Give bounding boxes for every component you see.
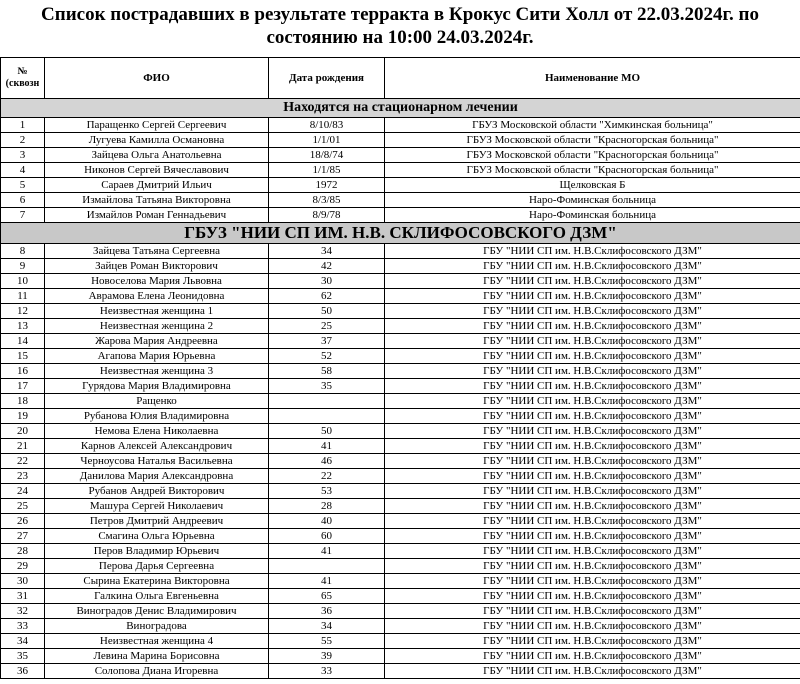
cell-institution: ГБУ "НИИ СП им. Н.В.Склифосовского ДЗМ"	[385, 364, 800, 379]
cell-number: 35	[1, 649, 45, 664]
table-row	[1, 163, 800, 178]
cell-full-name: Аврамова Елена Леонидовна	[45, 289, 269, 304]
cell-institution: ГБУ "НИИ СП им. Н.В.Склифосовского ДЗМ"	[385, 484, 800, 499]
cell-number: 1	[1, 118, 45, 133]
cell-birth-date: 60	[269, 529, 385, 544]
cell-birth-date: 1/1/85	[269, 163, 385, 178]
cell-full-name: Зайцева Ольга Анатольевна	[45, 148, 269, 163]
cell-birth-date: 50	[269, 424, 385, 439]
cell-institution: ГБУ "НИИ СП им. Н.В.Склифосовского ДЗМ"	[385, 529, 800, 544]
table-row	[1, 634, 800, 649]
cell-birth-date: 41	[269, 544, 385, 559]
table-row	[1, 118, 800, 133]
cell-institution: ГБУ "НИИ СП им. Н.В.Склифосовского ДЗМ"	[385, 319, 800, 334]
table-row	[1, 499, 800, 514]
cell-number: 4	[1, 163, 45, 178]
cell-full-name: Неизвестная женщина 3	[45, 364, 269, 379]
table-row	[1, 454, 800, 469]
header-number	[1, 58, 45, 99]
table-row	[1, 469, 800, 484]
cell-full-name: Виноградова	[45, 619, 269, 634]
cell-number: 21	[1, 439, 45, 454]
cell-number: 10	[1, 274, 45, 289]
cell-institution: ГБУ "НИИ СП им. Н.В.Склифосовского ДЗМ"	[385, 439, 800, 454]
cell-full-name: Рубанов Андрей Викторович	[45, 484, 269, 499]
cell-number: 20	[1, 424, 45, 439]
header-institution: Наименование МО	[385, 58, 800, 99]
cell-number: 16	[1, 364, 45, 379]
cell-birth-date: 8/9/78	[269, 208, 385, 223]
cell-full-name: Неизвестная женщина 1	[45, 304, 269, 319]
cell-birth-date: 30	[269, 274, 385, 289]
cell-institution: ГБУ "НИИ СП им. Н.В.Склифосовского ДЗМ"	[385, 244, 800, 259]
table-row	[1, 319, 800, 334]
cell-birth-date: 28	[269, 499, 385, 514]
cell-institution: ГБУЗ Московской области "Красногорская больница"	[385, 133, 800, 148]
cell-full-name: Петров Дмитрий Андреевич	[45, 514, 269, 529]
cell-number: 19	[1, 409, 45, 424]
table-row	[1, 334, 800, 349]
cell-number: 6	[1, 193, 45, 208]
cell-birth-date: 53	[269, 484, 385, 499]
table-row	[1, 133, 800, 148]
cell-number: 34	[1, 634, 45, 649]
cell-full-name: Карнов Алексей Александрович	[45, 439, 269, 454]
cell-institution: ГБУ "НИИ СП им. Н.В.Склифосовского ДЗМ"	[385, 514, 800, 529]
cell-birth-date: 35	[269, 379, 385, 394]
cell-birth-date: 8/3/85	[269, 193, 385, 208]
cell-number: 24	[1, 484, 45, 499]
cell-number: 22	[1, 454, 45, 469]
cell-full-name: Измайлов Роман Геннадьевич	[45, 208, 269, 223]
cell-number: 9	[1, 259, 45, 274]
cell-birth-date: 1/1/01	[269, 133, 385, 148]
cell-number: 14	[1, 334, 45, 349]
table-body	[1, 99, 800, 679]
header-number-line2: (сквозн	[5, 78, 40, 89]
table-row	[1, 589, 800, 604]
cell-number: 17	[1, 379, 45, 394]
cell-full-name: Галкина Ольга Евгеньевна	[45, 589, 269, 604]
cell-full-name: Сырина Екатерина Викторовна	[45, 574, 269, 589]
table-row	[1, 544, 800, 559]
section-header-row	[1, 99, 800, 118]
cell-birth-date: 58	[269, 364, 385, 379]
header-birth-date: Дата рождения	[269, 58, 385, 99]
header-full-name: ФИО	[45, 58, 269, 99]
table-row	[1, 259, 800, 274]
cell-full-name: Немова Елена Николаевна	[45, 424, 269, 439]
cell-birth-date: 52	[269, 349, 385, 364]
table-row	[1, 529, 800, 544]
table-row	[1, 289, 800, 304]
cell-number: 11	[1, 289, 45, 304]
cell-full-name: Неизвестная женщина 2	[45, 319, 269, 334]
cell-full-name: Паращенко Сергей Сергеевич	[45, 118, 269, 133]
cell-institution: ГБУ "НИИ СП им. Н.В.Склифосовского ДЗМ"	[385, 259, 800, 274]
cell-full-name: Сараев Дмитрий Ильич	[45, 178, 269, 193]
cell-birth-date: 39	[269, 649, 385, 664]
cell-birth-date: 62	[269, 289, 385, 304]
cell-institution: ГБУ "НИИ СП им. Н.В.Склифосовского ДЗМ"	[385, 544, 800, 559]
cell-full-name: Данилова Мария Александровна	[45, 469, 269, 484]
cell-birth-date: 33	[269, 664, 385, 679]
cell-institution: ГБУ "НИИ СП им. Н.В.Склифосовского ДЗМ"	[385, 394, 800, 409]
cell-birth-date: 42	[269, 259, 385, 274]
table-row	[1, 409, 800, 424]
table-row	[1, 379, 800, 394]
cell-birth-date: 50	[269, 304, 385, 319]
cell-birth-date: 1972	[269, 178, 385, 193]
cell-full-name: Перов Владимир Юрьевич	[45, 544, 269, 559]
cell-institution: ГБУ "НИИ СП им. Н.В.Склифосовского ДЗМ"	[385, 634, 800, 649]
cell-birth-date: 8/10/83	[269, 118, 385, 133]
table-row	[1, 208, 800, 223]
cell-number: 8	[1, 244, 45, 259]
cell-number: 36	[1, 664, 45, 679]
cell-institution: ГБУ "НИИ СП им. Н.В.Склифосовского ДЗМ"	[385, 604, 800, 619]
cell-full-name: Солопова Диана Игоревна	[45, 664, 269, 679]
cell-birth-date	[269, 409, 385, 424]
cell-institution: Щелковская Б	[385, 178, 800, 193]
table-row	[1, 424, 800, 439]
cell-number: 7	[1, 208, 45, 223]
cell-institution: ГБУ "НИИ СП им. Н.В.Склифосовского ДЗМ"	[385, 499, 800, 514]
cell-number: 29	[1, 559, 45, 574]
cell-number: 33	[1, 619, 45, 634]
cell-birth-date: 25	[269, 319, 385, 334]
cell-birth-date: 37	[269, 334, 385, 349]
cell-number: 31	[1, 589, 45, 604]
cell-institution: ГБУ "НИИ СП им. Н.В.Склифосовского ДЗМ"	[385, 454, 800, 469]
cell-institution: ГБУ "НИИ СП им. Н.В.Склифосовского ДЗМ"	[385, 589, 800, 604]
table-row	[1, 649, 800, 664]
cell-full-name: Неизвестная женщина 4	[45, 634, 269, 649]
cell-full-name: Перова Дарья Сергеевна	[45, 559, 269, 574]
table-row	[1, 193, 800, 208]
cell-full-name: Зайцева Татьяна Сергеевна	[45, 244, 269, 259]
cell-birth-date: 34	[269, 244, 385, 259]
cell-number: 13	[1, 319, 45, 334]
table-row	[1, 574, 800, 589]
cell-institution: ГБУ "НИИ СП им. Н.В.Склифосовского ДЗМ"	[385, 274, 800, 289]
cell-full-name: Лугуева Камилла Османовна	[45, 133, 269, 148]
table-row	[1, 364, 800, 379]
cell-birth-date: 22	[269, 469, 385, 484]
cell-full-name: Зайцев Роман Викторович	[45, 259, 269, 274]
cell-institution: Наро-Фоминская больница	[385, 208, 800, 223]
cell-birth-date: 34	[269, 619, 385, 634]
cell-full-name: Никонов Сергей Вячеславович	[45, 163, 269, 178]
cell-birth-date: 41	[269, 574, 385, 589]
cell-birth-date	[269, 559, 385, 574]
cell-institution: ГБУ "НИИ СП им. Н.В.Склифосовского ДЗМ"	[385, 379, 800, 394]
table-row	[1, 514, 800, 529]
cell-institution: ГБУ "НИИ СП им. Н.В.Склифосовского ДЗМ"	[385, 619, 800, 634]
cell-full-name: Смагина Ольга Юрьевна	[45, 529, 269, 544]
cell-institution: Наро-Фоминская больница	[385, 193, 800, 208]
table-row	[1, 349, 800, 364]
cell-full-name: Левина Марина Борисовна	[45, 649, 269, 664]
cell-number: 28	[1, 544, 45, 559]
title-line-1: Список пострадавших в результате терракта в Крокус Сити Холл от 22.03.2024г. по	[41, 4, 759, 25]
cell-full-name: Машура Сергей Николаевич	[45, 499, 269, 514]
cell-birth-date: 46	[269, 454, 385, 469]
table-row	[1, 394, 800, 409]
cell-number: 27	[1, 529, 45, 544]
cell-full-name: Виноградов Денис Владимирович	[45, 604, 269, 619]
cell-birth-date	[269, 394, 385, 409]
cell-number: 18	[1, 394, 45, 409]
header-number-line1: №	[17, 66, 28, 77]
table-row	[1, 148, 800, 163]
header-row	[1, 58, 800, 99]
cell-number: 12	[1, 304, 45, 319]
cell-number: 32	[1, 604, 45, 619]
table-row	[1, 619, 800, 634]
cell-full-name: Ращенко	[45, 394, 269, 409]
cell-number: 30	[1, 574, 45, 589]
cell-full-name: Жарова Мария Андреевна	[45, 334, 269, 349]
cell-birth-date: 40	[269, 514, 385, 529]
cell-full-name: Новоселова Мария Львовна	[45, 274, 269, 289]
table-row	[1, 304, 800, 319]
cell-institution: ГБУЗ Московской области "Красногорская больница"	[385, 163, 800, 178]
cell-birth-date: 18/8/74	[269, 148, 385, 163]
cell-institution: ГБУ "НИИ СП им. Н.В.Склифосовского ДЗМ"	[385, 664, 800, 679]
cell-full-name: Гурядова Мария Владимировна	[45, 379, 269, 394]
table-row	[1, 559, 800, 574]
cell-full-name: Измайлова Татьяна Викторовна	[45, 193, 269, 208]
table-row	[1, 664, 800, 679]
cell-number: 2	[1, 133, 45, 148]
cell-institution: ГБУ "НИИ СП им. Н.В.Склифосовского ДЗМ"	[385, 559, 800, 574]
cell-number: 3	[1, 148, 45, 163]
cell-institution: ГБУ "НИИ СП им. Н.В.Склифосовского ДЗМ"	[385, 424, 800, 439]
title-line-2: состоянию на 10:00 24.03.2024г.	[266, 27, 534, 48]
table-row	[1, 178, 800, 193]
cell-full-name: Рубанова Юлия Владимировна	[45, 409, 269, 424]
cell-institution: ГБУ "НИИ СП им. Н.В.Склифосовского ДЗМ"	[385, 649, 800, 664]
cell-institution: ГБУЗ Московской области "Химкинская больница"	[385, 118, 800, 133]
cell-institution: ГБУ "НИИ СП им. Н.В.Склифосовского ДЗМ"	[385, 334, 800, 349]
table-row	[1, 484, 800, 499]
section-title: ГБУЗ "НИИ СП ИМ. Н.В. СКЛИФОСОВСКОГО ДЗМ"	[1, 223, 800, 244]
cell-institution: ГБУЗ Московской области "Красногорская больница"	[385, 148, 800, 163]
cell-birth-date: 65	[269, 589, 385, 604]
cell-institution: ГБУ "НИИ СП им. Н.В.Склифосовского ДЗМ"	[385, 574, 800, 589]
cell-birth-date: 41	[269, 439, 385, 454]
cell-number: 15	[1, 349, 45, 364]
table-row	[1, 244, 800, 259]
cell-number: 23	[1, 469, 45, 484]
cell-number: 25	[1, 499, 45, 514]
cell-birth-date: 36	[269, 604, 385, 619]
cell-full-name: Агапова Мария Юрьевна	[45, 349, 269, 364]
cell-institution: ГБУ "НИИ СП им. Н.В.Склифосовского ДЗМ"	[385, 304, 800, 319]
cell-birth-date: 55	[269, 634, 385, 649]
cell-institution: ГБУ "НИИ СП им. Н.В.Склифосовского ДЗМ"	[385, 349, 800, 364]
cell-number: 26	[1, 514, 45, 529]
document-title	[0, 3, 800, 49]
cell-institution: ГБУ "НИИ СП им. Н.В.Склифосовского ДЗМ"	[385, 469, 800, 484]
table-row	[1, 604, 800, 619]
table-row	[1, 439, 800, 454]
cell-institution: ГБУ "НИИ СП им. Н.В.Склифосовского ДЗМ"	[385, 409, 800, 424]
cell-institution: ГБУ "НИИ СП им. Н.В.Склифосовского ДЗМ"	[385, 289, 800, 304]
table-row	[1, 274, 800, 289]
cell-number: 5	[1, 178, 45, 193]
section-title: Находятся на стационарном лечении	[1, 99, 800, 118]
cell-full-name: Черноусова Наталья Васильевна	[45, 454, 269, 469]
victims-table	[0, 57, 800, 679]
section-header-row	[1, 223, 800, 244]
